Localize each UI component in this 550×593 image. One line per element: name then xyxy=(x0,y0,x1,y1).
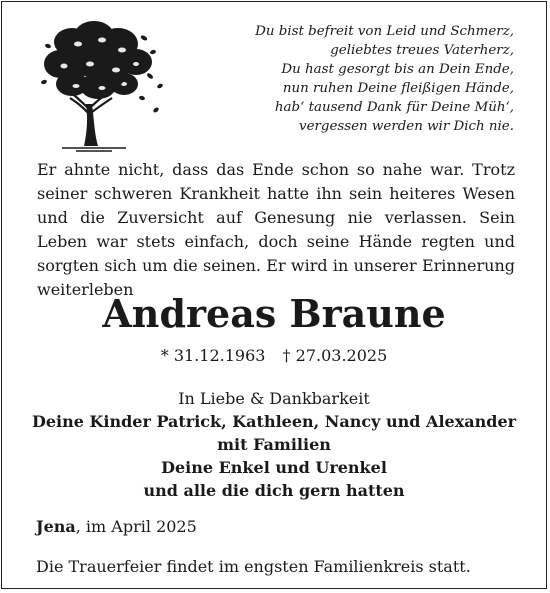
poem-line: hab‘ tausend Dank für Deine Müh‘, xyxy=(274,100,514,115)
mourner-line: Deine Enkel und Urenkel xyxy=(161,458,387,477)
intro-paragraph: Er ahnte nicht, dass das Ende schon so nahe war. Trotz seiner schweren Krankheit hatte ihn sein heiteres Wesen und die Zuversicht auf Genesung nie verlassen. Sein Leben war stets einfach, doch seine Hände regten und sorgten sich um die seinen. Er wird in unserer Erinnerung weiterleben xyxy=(37,160,515,299)
signoff-greeting: In Liebe & Dankbarkeit xyxy=(178,389,370,408)
poem xyxy=(255,22,514,136)
poem-line: Du bist befreit von Leid und Schmerz, xyxy=(255,24,514,39)
place-city: Jena xyxy=(36,517,76,536)
tree-icon xyxy=(32,14,168,154)
deceased-name: Andreas Braune xyxy=(102,291,446,336)
poem-line: geliebtes treues Vaterherz, xyxy=(330,43,514,58)
mourner-line: mit Familien xyxy=(217,435,331,454)
obituary-notice xyxy=(1,1,547,589)
life-dates xyxy=(2,345,546,367)
funeral-note: Die Trauerfeier findet im engsten Familienkreis statt. xyxy=(36,557,471,576)
place-and-date xyxy=(36,516,197,538)
signoff xyxy=(2,387,546,502)
poem-line: vergessen werden wir Dich nie. xyxy=(299,119,514,134)
place-date: , im April 2025 xyxy=(75,517,197,536)
poem-line: nun ruhen Deine fleißigen Hände, xyxy=(282,81,514,96)
death-date: † 27.03.2025 xyxy=(282,346,388,365)
poem-line: Du hast gesorgt bis an Dein Ende, xyxy=(281,62,514,77)
mourner-line: und alle die dich gern hatten xyxy=(143,481,405,500)
mourner-line: Deine Kinder Patrick, Kathleen, Nancy und Alexander xyxy=(31,412,517,431)
birth-date: * 31.12.1963 xyxy=(160,346,266,365)
